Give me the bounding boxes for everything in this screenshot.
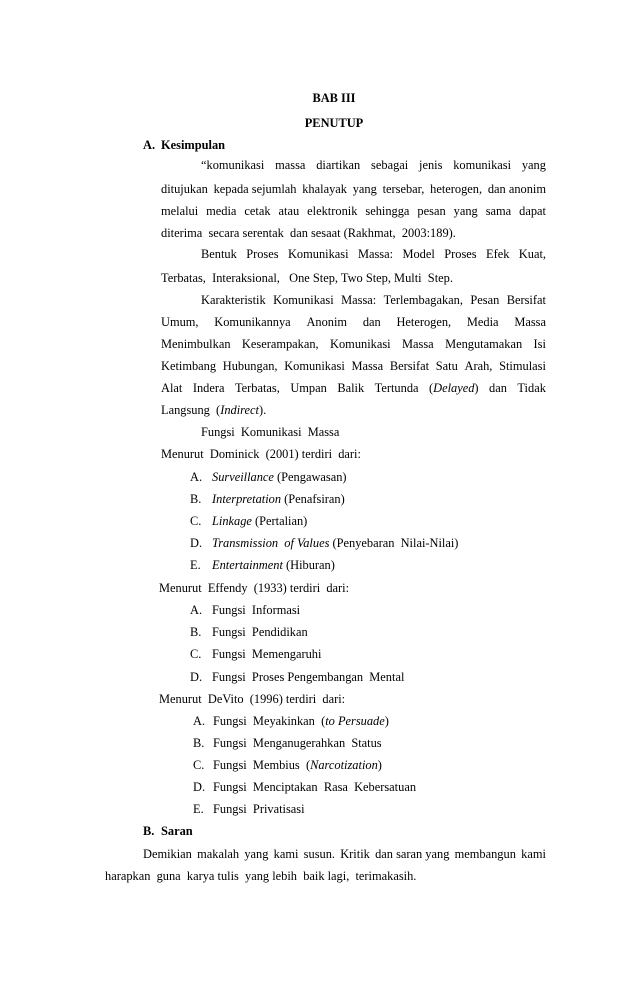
karakteristik-line-6: [161, 402, 266, 418]
definition-line-2: [161, 181, 546, 197]
word: Hubungan,: [222, 359, 278, 373]
word: Kuat,: [518, 247, 546, 261]
word: Mengutamakan: [445, 337, 523, 351]
definition-line-3: [161, 203, 546, 219]
dominick-item-a: [190, 469, 347, 485]
list-letter: D.: [193, 780, 206, 794]
list-letter: B.: [193, 736, 205, 750]
word: kami: [273, 847, 299, 861]
word: dan: [489, 381, 507, 395]
list-text: Fungsi Membius (: [213, 758, 311, 772]
karakteristik-line-6-italic: Indirect: [220, 403, 259, 417]
word: sehingga: [365, 204, 410, 218]
list-term: Linkage: [212, 514, 252, 528]
effendy-item-d: [190, 669, 404, 685]
list-text: Fungsi Menganugerahkan Status: [213, 736, 382, 750]
devito-item-d: [193, 779, 416, 795]
word: dan anonim: [487, 182, 546, 196]
word: ditujukan: [161, 182, 208, 196]
list-text: Fungsi Informasi: [212, 603, 301, 617]
word: membangun: [454, 847, 516, 861]
list-text: Fungsi Meyakinkan (: [213, 714, 326, 728]
word: Komunikannya: [214, 315, 291, 329]
word: susun.: [303, 847, 335, 861]
list-text: Fungsi Proses Pengembangan Mental: [212, 670, 405, 684]
word: Bersifat: [506, 293, 546, 307]
word: atau: [278, 204, 300, 218]
word: Tertunda: [374, 381, 419, 395]
word: heterogen,: [430, 182, 483, 196]
list-text: Fungsi Menciptakan Rasa Kebersatuan: [213, 780, 417, 794]
word: dan saran yang: [375, 847, 450, 861]
word: Arah,: [464, 359, 493, 373]
word: Efek: [486, 247, 510, 261]
list-letter: C.: [190, 514, 202, 528]
word: Bentuk: [201, 247, 237, 261]
word: dapat: [519, 204, 546, 218]
section-a-title: Kesimpulan: [161, 138, 226, 152]
word: Umpan: [290, 381, 327, 395]
word: diartikan: [316, 158, 361, 172]
list-gloss: (Penafsiran): [281, 492, 345, 506]
word: yang: [521, 158, 546, 172]
bentuk-line-2: Terbatas, Interaksional, One Step, Two Step, Multi Step.: [161, 271, 453, 285]
word: Media: [466, 315, 499, 329]
word: Massa: [402, 337, 434, 351]
dominick-item-b: [190, 491, 345, 507]
list-term: Narcotization: [310, 758, 378, 772]
dominick-item-e: [190, 557, 335, 573]
list-letter: D.: [190, 670, 203, 684]
word: makalah: [197, 847, 240, 861]
karakteristik-line-6-post: ).: [258, 403, 267, 417]
word: cetak: [244, 204, 271, 218]
list-text-end: ): [384, 714, 389, 728]
karakteristik-line-6-pre: Langsung (: [161, 403, 221, 417]
word: kepada sejumlah: [213, 182, 297, 196]
list-term: Transmission of Values: [212, 536, 330, 550]
karakteristik-line-3: [161, 336, 546, 352]
list-letter: C.: [193, 758, 205, 772]
word: Proses: [444, 247, 477, 261]
list-letter: E.: [190, 558, 201, 572]
section-a-marker: A.: [143, 138, 156, 152]
effendy-item-c: [190, 646, 321, 662]
saran-line-1: [143, 846, 546, 862]
list-letter: A.: [193, 714, 206, 728]
word: Keserampakan,: [241, 337, 319, 351]
word: Massa: [514, 315, 546, 329]
word: Terlembagakan,: [383, 293, 463, 307]
chapter-number: BAB III: [312, 91, 356, 105]
word: Karakteristik: [201, 293, 266, 307]
list-term: Surveillance: [212, 470, 274, 484]
effendy-item-a: [190, 602, 300, 618]
word: yang: [244, 847, 269, 861]
list-term: Entertainment: [212, 558, 283, 572]
word: Massa:: [357, 247, 394, 261]
word: Komunikasi: [287, 247, 349, 261]
dominick-item-d: [190, 535, 458, 551]
word: Proses: [246, 247, 279, 261]
word: Bersifat: [389, 359, 430, 373]
word: Komunikasi: [284, 359, 345, 373]
word: Komunikasi: [330, 337, 391, 351]
effendy-item-b: [190, 624, 308, 640]
word: Anonim: [306, 315, 348, 329]
bentuk-line-1: [201, 246, 546, 262]
word: (Delayed): [429, 381, 479, 395]
word: dan: [362, 315, 381, 329]
saran-line-2: harapkan guna karya tulis yang lebih baik lagi, terimakasih.: [105, 869, 417, 883]
word: Tidak: [517, 381, 546, 395]
word: sebagai: [371, 158, 409, 172]
word: Alat: [161, 381, 183, 395]
word: yang: [352, 182, 377, 196]
word: Stimulasi: [499, 359, 546, 373]
word: Komunikasi: [273, 293, 334, 307]
word: Model: [402, 247, 435, 261]
karakteristik-line-5: [161, 380, 546, 396]
devito-intro: Menurut DeVito (1996) terdiri dari:: [159, 692, 346, 706]
list-term: to Persuade: [325, 714, 385, 728]
word: “komunikasi: [201, 158, 265, 172]
fungsi-title: Fungsi Komunikasi Massa: [201, 425, 340, 439]
devito-item-b: [193, 735, 382, 751]
list-letter: C.: [190, 647, 202, 661]
word: Menimbulkan: [161, 337, 231, 351]
list-text: Fungsi Privatisasi: [213, 802, 305, 816]
word: massa: [275, 158, 306, 172]
word: pesan: [417, 204, 446, 218]
word: Massa:: [341, 293, 377, 307]
list-letter: B.: [190, 492, 202, 506]
word: Isi: [533, 337, 546, 351]
list-letter: B.: [190, 625, 202, 639]
devito-item-a: [193, 713, 389, 729]
karakteristik-line-2: [161, 314, 546, 330]
list-letter: A.: [190, 603, 203, 617]
list-letter: E.: [193, 802, 204, 816]
effendy-intro: Menurut Effendy (1933) terdiri dari:: [159, 581, 350, 595]
definition-line-4: diterima secara serentak dan sesaat (Rakhmat, 2003:189).: [161, 226, 456, 240]
karakteristik-line-4: [161, 358, 546, 374]
section-b-title: Saran: [161, 824, 193, 838]
devito-item-e: [193, 801, 305, 817]
list-gloss: (Hiburan): [282, 558, 335, 572]
word: Heterogen,: [396, 315, 452, 329]
list-gloss: (Penyebaran Nilai-Nilai): [329, 536, 459, 550]
list-text-end: ): [377, 758, 382, 772]
chapter-title: PENUTUP: [304, 116, 364, 130]
word: Kritik: [340, 847, 370, 861]
word: Indera: [192, 381, 225, 395]
karakteristik-line-1: [201, 292, 546, 308]
word: Demikian: [143, 847, 192, 861]
dominick-intro: Menurut Dominick (2001) terdiri dari:: [161, 447, 361, 461]
word: yang: [453, 204, 478, 218]
list-letter: A.: [190, 470, 203, 484]
list-text: Fungsi Memengaruhi: [212, 647, 322, 661]
devito-item-c: [193, 757, 382, 773]
section-b-marker: B.: [143, 824, 155, 838]
definition-line-1: [201, 157, 546, 173]
word: elektronik: [307, 204, 358, 218]
word: Satu: [435, 359, 458, 373]
word: tersebar,: [382, 182, 425, 196]
list-gloss: (Pertalian): [251, 514, 308, 528]
word: Ketimbang: [161, 359, 217, 373]
word: kami: [521, 847, 546, 861]
word: khalayak: [302, 182, 347, 196]
word: sama: [485, 204, 512, 218]
word: Terbatas,: [234, 381, 280, 395]
list-text: Fungsi Pendidikan: [212, 625, 308, 639]
word: Balik: [337, 381, 365, 395]
word: Massa: [351, 359, 384, 373]
list-term: Interpretation: [212, 492, 282, 506]
list-letter: D.: [190, 536, 203, 550]
word: melalui: [161, 204, 199, 218]
dominick-item-c: [190, 513, 307, 529]
word: Umum,: [161, 315, 199, 329]
word: komunikasi: [453, 158, 512, 172]
word: Pesan: [470, 293, 500, 307]
word: media: [206, 204, 237, 218]
word: jenis: [419, 158, 443, 172]
list-gloss: (Pengawasan): [273, 470, 347, 484]
